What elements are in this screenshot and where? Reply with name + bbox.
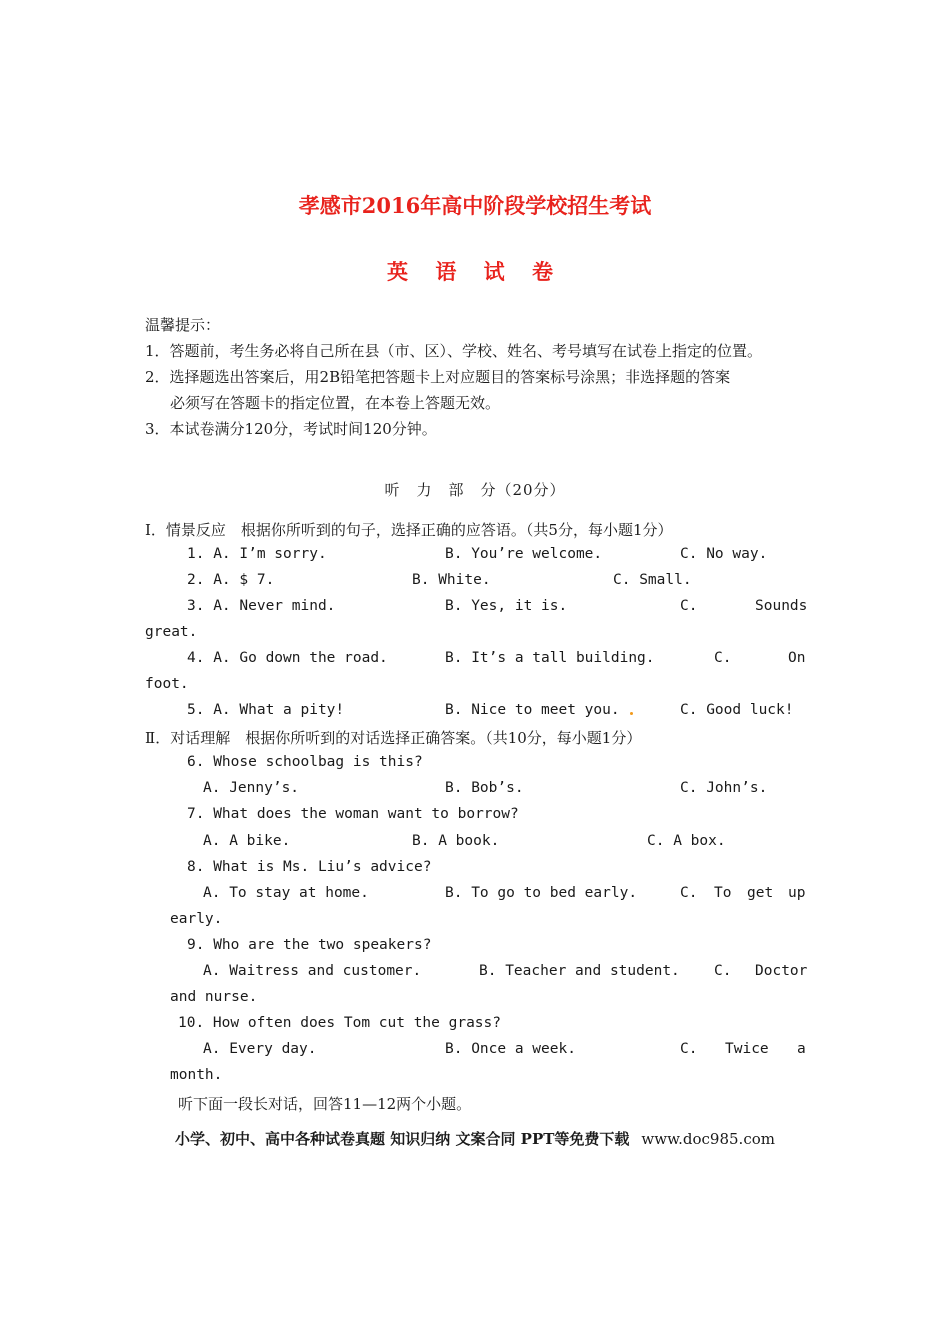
q10-question: 10. How often does Tom cut the grass? xyxy=(178,1015,502,1031)
q9-option-c-wrap: and nurse. xyxy=(170,989,258,1005)
footer-url[interactable]: www.doc985.com xyxy=(641,1130,775,1148)
q4-option-c-wrap: foot. xyxy=(145,676,189,692)
q4-option-b: B. It’s a tall building. xyxy=(445,650,655,666)
tip-item-1: 1．答题前，考生务必将自己所在县（市、区）、学校、姓名、考号填写在试卷上指定的位置。 xyxy=(145,342,763,360)
q3-option-c-label: C. xyxy=(680,598,698,614)
q8-option-c-word2: get xyxy=(747,885,774,901)
q10-option-c-word1: Twice xyxy=(725,1041,769,1057)
q4-option-c-label: C. xyxy=(714,650,732,666)
q5-option-a: 5. A. What a pity! xyxy=(187,702,345,718)
q4-option-a: 4. A. Go down the road. xyxy=(187,650,388,666)
q7-option-b: B. A book. xyxy=(412,833,500,849)
q8-option-c-word3: up xyxy=(788,885,806,901)
q10-option-b: B. Once a week. xyxy=(445,1041,576,1057)
q8-option-b: B. To go to bed early. xyxy=(445,885,638,901)
long-dialog-instruction: 听下面一段长对话，回答11—12两个小题。 xyxy=(178,1095,472,1113)
footer-banner xyxy=(175,1128,775,1149)
q2-option-a: 2. A. $ 7. xyxy=(187,572,275,588)
exam-subtitle: 英 语 试 卷 xyxy=(387,259,563,284)
q7-option-c: C. A box. xyxy=(647,833,726,849)
stray-dot-mark xyxy=(630,712,633,715)
exam-title: 孝感市2016年高中阶段学校招生考试 xyxy=(298,193,652,218)
tip-item-2: 2．选择题选出答案后，用2B铅笔把答题卡上对应题目的答案标号涂黑；非选择题的答案 xyxy=(145,368,731,386)
q10-option-c-word2: a xyxy=(797,1041,806,1057)
q6-option-c: C. John’s. xyxy=(680,780,768,796)
q7-question: 7. What does the woman want to borrow? xyxy=(187,806,519,822)
q9-option-c-text: Doctor xyxy=(755,963,808,979)
q3-option-b: B. Yes, it is. xyxy=(445,598,568,614)
q7-option-a: A. A bike. xyxy=(203,833,291,849)
tip-item-2-cont: 必须写在答题卡的指定位置，在本卷上答题无效。 xyxy=(170,394,501,412)
q8-option-c-word1: To xyxy=(714,885,732,901)
q10-option-c-wrap: month. xyxy=(170,1067,223,1083)
q9-option-a: A. Waitress and customer. xyxy=(203,963,422,979)
q1-option-a: 1. A. I’m sorry. xyxy=(187,546,327,562)
q6-option-a: A. Jenny’s. xyxy=(203,780,300,796)
q10-option-a: A. Every day. xyxy=(203,1041,317,1057)
tips-heading: 温馨提示： xyxy=(145,316,221,334)
footer-text: 小学、初中、高中各种试卷真题 知识归纳 文案合同 PPT等免费下载 xyxy=(175,1130,630,1148)
q2-option-c: C. Small. xyxy=(613,572,692,588)
q1-option-c: C. No way. xyxy=(680,546,768,562)
q10-option-c-label: C. xyxy=(680,1041,698,1057)
q8-question: 8. What is Ms. Liu’s advice? xyxy=(187,859,432,875)
tip-item-3: 3．本试卷满分120分，考试时间120分钟。 xyxy=(145,420,437,438)
q3-option-c-text: Sounds xyxy=(755,598,808,614)
q8-option-a: A. To stay at home. xyxy=(203,885,369,901)
q9-question: 9. Who are the two speakers? xyxy=(187,937,432,953)
q3-option-a: 3. A. Never mind. xyxy=(187,598,336,614)
q3-option-c-wrap: great. xyxy=(145,624,198,640)
listening-section-title: 听 力 部 分（20分） xyxy=(384,481,566,499)
q8-option-c-label: C. xyxy=(680,885,698,901)
q6-option-b: B. Bob’s. xyxy=(445,780,524,796)
q5-option-c: C. Good luck! xyxy=(680,702,794,718)
q6-question: 6. Whose schoolbag is this? xyxy=(187,754,423,770)
part2-heading: Ⅱ．对话理解 根据你所听到的对话选择正确答案。（共10分，每小题1分） xyxy=(145,729,642,747)
q4-option-c-text: On xyxy=(788,650,806,666)
q8-option-c-wrap: early. xyxy=(170,911,223,927)
q5-option-b: B. Nice to meet you. xyxy=(445,702,620,718)
q1-option-b: B. You’re welcome. xyxy=(445,546,603,562)
q2-option-b: B. White. xyxy=(412,572,491,588)
q9-option-c-label: C. xyxy=(714,963,732,979)
part1-heading: Ⅰ．情景反应 根据你所听到的句子，选择正确的应答语。（共5分，每小题1分） xyxy=(145,521,673,539)
q9-option-b: B. Teacher and student. xyxy=(479,963,680,979)
